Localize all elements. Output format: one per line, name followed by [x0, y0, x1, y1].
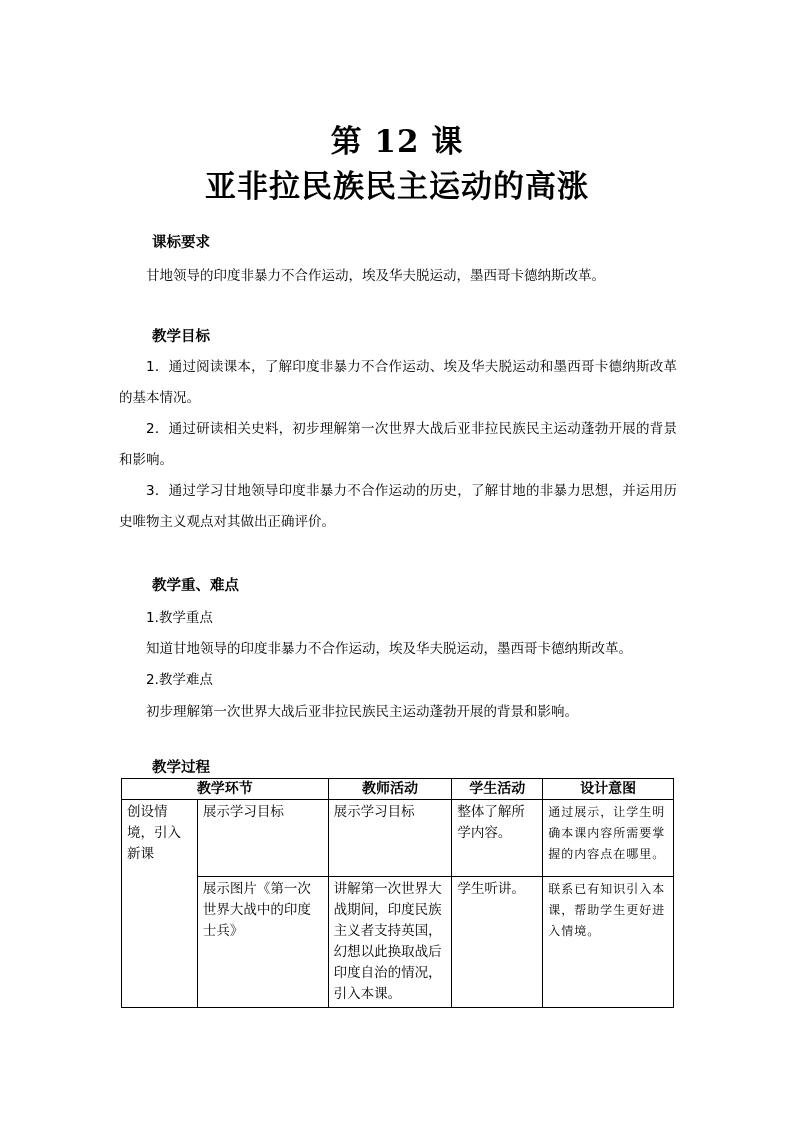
objective-item-1: 1．通过阅读课本，了解印度非暴力不合作运动、埃及华夫脱运动和墨西哥卡德纳斯改革的基本情况。: [119, 359, 677, 406]
standards-text: 甘地领导的印度非暴力不合作运动，埃及华夫脱运动，墨西哥卡德纳斯改革。: [146, 268, 605, 284]
objective-item-3: 3．通过学习甘地领导印度非暴力不合作运动的历史，了解甘地的非暴力思想，并运用历史唯物主义观点对其做出正确评价。: [119, 483, 677, 530]
lesson-number-title: 第 12 课: [330, 124, 464, 160]
lesson-title: 亚非拉民族民主运动的高涨: [205, 169, 589, 205]
teacher-cell: 展示学习目标: [328, 800, 452, 877]
student-cell: 学生听讲。: [452, 877, 543, 1008]
key-point-text: 知道甘地领导的印度非暴力不合作运动，埃及华夫脱运动，墨西哥卡德纳斯改革。: [146, 641, 632, 657]
step-cell: 展示学习目标: [197, 800, 328, 877]
objectives-heading: 教学目标: [152, 328, 210, 345]
keypoints-heading: 教学重、难点: [152, 577, 239, 594]
teaching-process-table: [121, 778, 674, 1008]
table-row: [122, 800, 674, 877]
table-header-row: [122, 779, 674, 800]
step-cell: 展示图片《第一次世界大战中的印度士兵》: [197, 877, 328, 1008]
column-header-step: 教学环节: [122, 779, 329, 800]
column-header-design: 设计意图: [543, 779, 674, 800]
standards-heading: 课标要求: [152, 234, 210, 251]
design-cell: 通过展示，让学生明确本课内容所需要掌握的内容点在哪里。: [543, 800, 674, 877]
column-header-student: 学生活动: [452, 779, 543, 800]
design-cell: 联系已有知识引入本课，帮助学生更好进入情境。: [543, 877, 674, 1008]
objective-item-2: 2．通过研读相关史料，初步理解第一次世界大战后亚非拉民族民主运动蓬勃开展的背景和影响。: [119, 421, 677, 468]
difficult-point-text: 初步理解第一次世界大战后亚非拉民族民主运动蓬勃开展的背景和影响。: [146, 704, 578, 720]
student-cell: 整体了解所学内容。: [452, 800, 543, 877]
key-point-label: 1.教学重点: [146, 610, 213, 626]
section-cell: 创设情境，引入新课: [122, 800, 198, 1008]
teacher-cell: 讲解第一次世界大战期间，印度民族主义者支持英国，幻想以此换取战后印度自治的情况，引入本课。: [328, 877, 452, 1008]
difficult-point-label: 2.教学难点: [146, 672, 213, 688]
process-heading: 教学过程: [152, 759, 210, 776]
column-header-teacher: 教师活动: [328, 779, 452, 800]
table-row: [122, 877, 674, 1008]
